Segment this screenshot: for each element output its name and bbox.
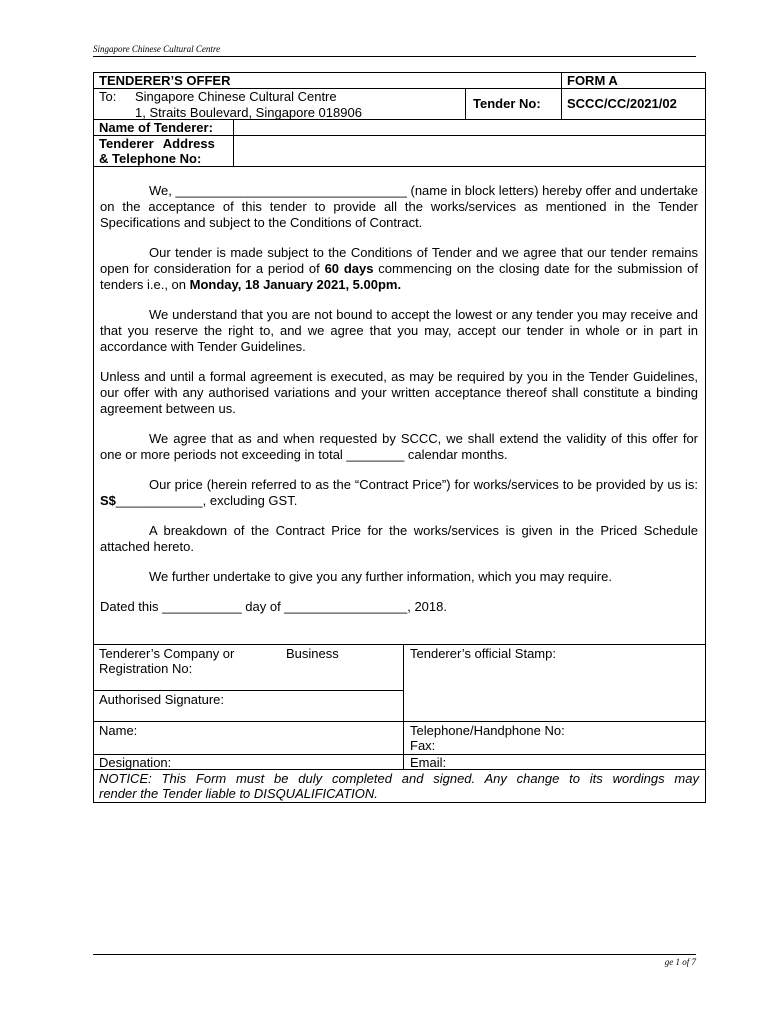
address-label-text: Tenderer Address (99, 136, 215, 151)
signoff-col-divider (403, 644, 404, 769)
telephone-label: Telephone/Handphone No: (410, 723, 565, 738)
signature-row-border (93, 721, 706, 722)
paragraph-offer: We, ________________________________ (name in block letters) hereby offer and undertake on the acceptance of this tender to provide all the works/services as mentioned in the Tender Specifications and subject to the Conditions of Contract. (100, 183, 698, 230)
paragraph-breakdown: A breakdown of the Contract Price for the works/services is given in the Priced Schedule attached hereto. (100, 523, 698, 554)
address-row-border (93, 166, 706, 167)
paragraph-agreement: Unless and until a formal agreement is executed, as may be required by you in the Tender Guidelines, our offer with any authorised variations and your written acceptance thereof shall constitute a binding agreement between us. (100, 369, 698, 416)
fax-label: Fax: (410, 738, 436, 753)
company-reg-label-1: Tenderer’s Company or (99, 646, 235, 661)
paragraph-not-bound: We understand that you are not bound to accept the lowest or any tender you may receive and that you reserve the right to, and we agree that you may, accept our tender in whole or in part in accordance with Tender Guidelines. (100, 307, 698, 354)
header-rule (93, 56, 696, 57)
to-line-2: 1, Straits Boulevard, Singapore 018906 (135, 105, 362, 120)
designation-label: Designation: (99, 755, 172, 770)
company-reg-label-1b: Business (286, 646, 339, 661)
paragraph-validity (100, 245, 698, 293)
price-text-a: Our price (herein referred to as the “Contract Price”) for works/services to be provided by us is: (149, 477, 698, 492)
address-label-line-2: & Telephone No: (99, 151, 202, 166)
company-row-border (93, 690, 403, 691)
page-number: ge 1 of 7 (664, 957, 696, 967)
address-label-line-1 (99, 136, 229, 151)
form-label: FORM A (567, 73, 618, 88)
table-right-border (705, 72, 706, 802)
form-col-divider (561, 72, 562, 119)
tender-no-label: Tender No: (473, 96, 541, 111)
body-bottom-border (93, 644, 706, 645)
notice-line-1: NOTICE: This Form must be duly completed and signed. Any change to its wordings may (99, 771, 699, 786)
tender-no-value: SCCC/CC/2021/02 (567, 96, 677, 111)
footer-rule (93, 954, 696, 955)
paragraph-extension: We agree that as and when requested by SCCC, we shall extend the validity of this offer for one or more periods not exceeding in total ________ calendar months. (100, 431, 698, 462)
validity-days: 60 days (324, 261, 374, 276)
table-bottom-border (93, 802, 706, 803)
paragraph-further-info: We further undertake to give you any further information, which you may require. (149, 569, 612, 584)
header-org: Singapore Chinese Cultural Centre (93, 44, 221, 54)
price-currency: S$ (100, 493, 116, 508)
name-label: Name: (99, 723, 138, 738)
closing-date: Monday, 18 January 2021, 5.00pm. (189, 277, 402, 292)
name-row-bottom-border (93, 754, 706, 755)
form-title: TENDERER’S OFFER (99, 73, 231, 88)
paragraph-dated: Dated this ___________ day of _________________, 2018. (100, 599, 447, 614)
email-label: Email: (410, 755, 447, 770)
company-reg-label-2: Registration No: (99, 661, 193, 676)
price-text-c: ____________, excluding GST. (115, 493, 298, 508)
name-of-tenderer-label: Name of Tenderer: (99, 120, 213, 135)
validity-text-a: Our tender is made subject to the Conditions of Tender and we agree that our tender remains open for consideration for a period of (100, 245, 698, 276)
to-line-1: Singapore Chinese Cultural Centre (135, 89, 337, 104)
label-col-divider (233, 119, 234, 166)
authorised-signature-label: Authorised Signature: (99, 692, 225, 707)
to-label: To: (99, 89, 117, 104)
offer-body (100, 183, 698, 629)
table-left-border (93, 72, 94, 802)
designation-row-border (93, 769, 706, 770)
tender-col-divider (465, 88, 466, 119)
notice-line-2: render the Tender liable to DISQUALIFICATION. (99, 786, 378, 801)
validity-text-c: commencing on the closing date for the submission of tenders i.e., on (100, 261, 698, 292)
paragraph-price (100, 477, 698, 509)
official-stamp-label: Tenderer’s official Stamp: (410, 646, 556, 661)
